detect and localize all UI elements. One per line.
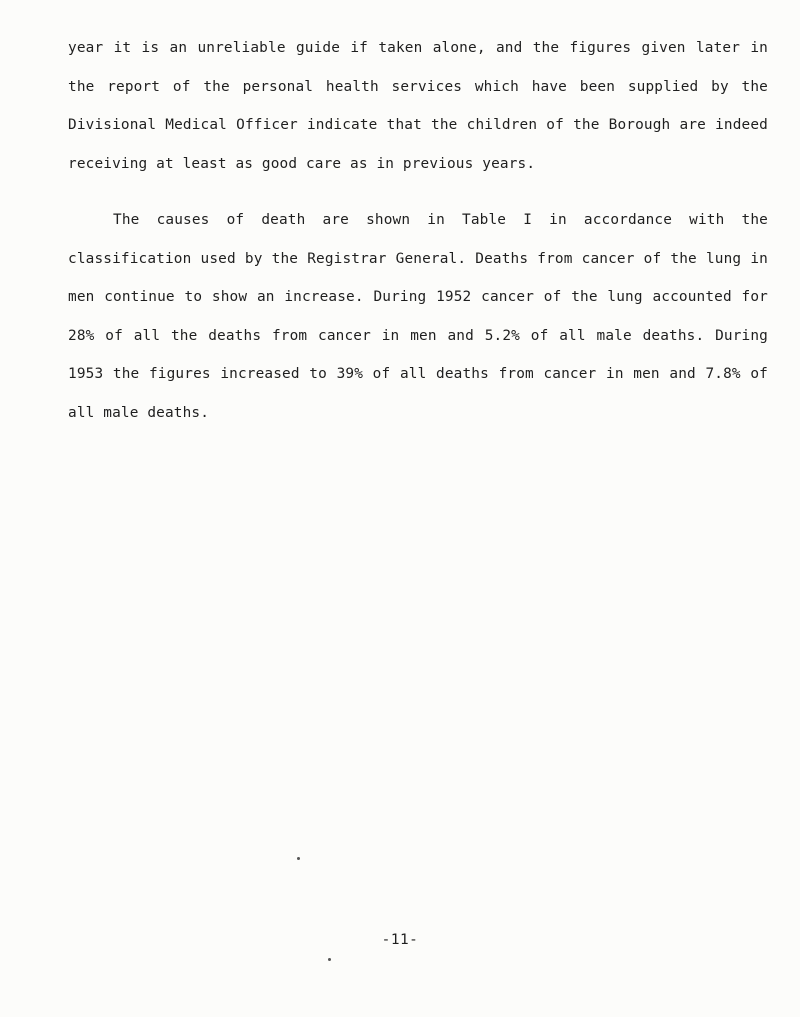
scan-speck xyxy=(297,857,300,860)
paragraph-1: year it is an unreliable guide if taken alone, and the figures given later in the report of the personal health services which have been supplied by the Divisional Medical Officer indicate that the children of the Borough are indeed receiving at least as good care as in previous years. xyxy=(68,40,768,172)
paragraph-2: The causes of death are shown in Table I in accordance with the classification used by the Registrar General. Deaths from cancer of the lung in men continue to show an increase. During 1952 cancer of the lung accounted for 28% of all the deaths from cancer in men and 5.2% of all male deaths. During 1953 the figures increased to 39% of all deaths from cancer in men and 7.8% of all male deaths. xyxy=(68,212,768,421)
page-number: -11- xyxy=(381,932,419,948)
scan-speck xyxy=(328,958,331,961)
